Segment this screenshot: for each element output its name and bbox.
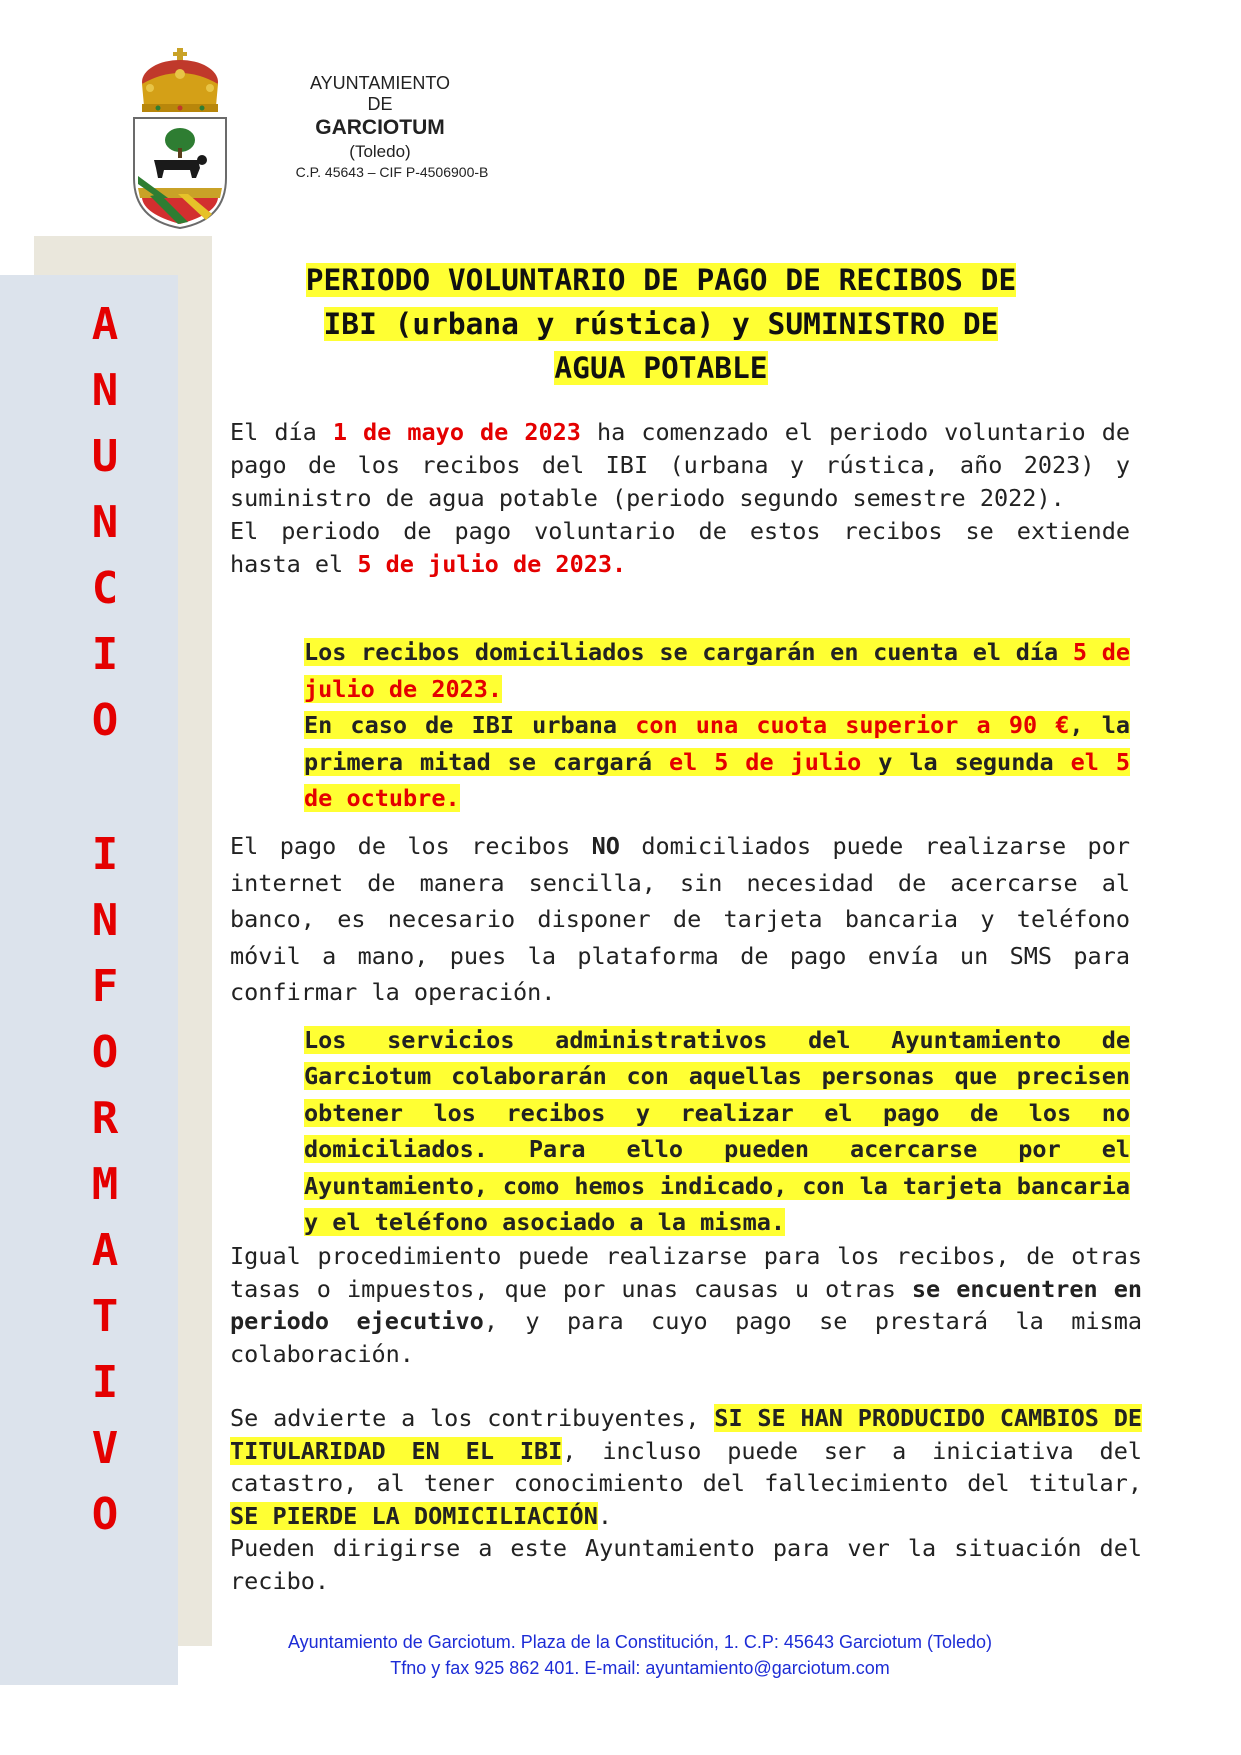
para1-text-a: El día xyxy=(230,418,333,446)
charge-date: 5 de julio de 2023. xyxy=(304,638,1130,703)
para5-text-d: Pueden dirigirse a este Ayuntamiento para ver la situación del recibo. xyxy=(230,1534,1142,1595)
para4-text-a: Igual procedimiento puede realizarse para los recibos, de otras tasas o impuestos, que por unas causas u otras xyxy=(230,1242,1142,1303)
domiciliados-text-c: , la primera mitad se cargará xyxy=(304,711,1131,776)
paragraph-ejecutivo xyxy=(230,1240,1142,1370)
header-town-name: GARCIOTUM xyxy=(315,116,445,139)
servicios-notice xyxy=(304,1022,1130,1240)
vertical-letter: O xyxy=(91,695,119,746)
header-line-de: DE xyxy=(367,94,393,114)
vertical-letter: M xyxy=(91,1159,119,1210)
quota-condition: con una cuota superior a 90 € xyxy=(635,711,1070,739)
domiciliados-text-d: y la segunda xyxy=(861,747,1071,776)
vertical-letter: O xyxy=(91,1489,119,1540)
header-province: (Toledo) xyxy=(349,142,411,161)
para5-text-a: Se advierte a los contribuyentes, xyxy=(230,1404,715,1432)
para3-text-a: El pago de los recibos xyxy=(230,832,592,860)
para1-text-b: ha comenzado el periodo voluntario de pago de los recibos del IBI (urbana y rústica, año 2023) y suministro de agua potable (periodo segundo semestre 2022). xyxy=(230,418,1130,512)
para3-text-b: domiciliados puede realizarse por internet de manera sencilla, sin necesidad de acercarse al banco, es necesario disponer de tarjeta bancaria y teléfono móvil a mano, pues la plataforma de pago envía un SMS para confirmar la operación. xyxy=(230,832,1130,1006)
vertical-word-informativo xyxy=(72,822,138,1548)
domiciliados-notice xyxy=(304,634,1130,817)
vertical-letter: A xyxy=(91,299,119,350)
first-half-date: el 5 de julio xyxy=(668,747,862,776)
para5-text-c: . xyxy=(597,1501,613,1530)
start-date: 1 de mayo de 2023 xyxy=(332,418,581,446)
para4-text-b: , y para cuyo pago se prestará la misma colaboración. xyxy=(230,1307,1142,1368)
vertical-letter: I xyxy=(91,829,119,880)
paragraph-start-date xyxy=(230,416,1130,581)
paragraph-online-payment xyxy=(230,828,1130,1011)
vertical-letter: N xyxy=(91,895,119,946)
vertical-letter: T xyxy=(91,1291,119,1342)
domiciliados-text-b: En caso de IBI urbana xyxy=(304,711,636,739)
vertical-letter: I xyxy=(91,1357,119,1408)
title-line-2: IBI (urbana y rústica) y SUMINISTRO DE xyxy=(323,307,999,341)
vertical-letter: U xyxy=(91,431,119,482)
header-postal-cif: C.P. 45643 – CIF P-4506900-B xyxy=(295,164,489,180)
footer-address: Ayuntamiento de Garciotum. Plaza de la Constitución, 1. C.P: 45643 Garciotum (Toledo) xyxy=(287,1632,993,1652)
vertical-letter: R xyxy=(91,1093,119,1144)
vertical-letter: F xyxy=(91,961,119,1012)
para5-text-b: , incluso puede ser a iniciativa del catastro, al tener conocimiento del fallecimiento del titular, xyxy=(230,1436,1142,1497)
para2-text: El periodo de pago voluntario de estos recibos se extiende hasta el xyxy=(230,517,1130,578)
vertical-letter: V xyxy=(91,1423,119,1474)
vertical-letter: O xyxy=(91,1027,119,1078)
servicios-text: Los servicios administrativos del Ayuntamiento de Garciotum colaborarán con aquellas personas que precisen obtener los recibos y realizar el pago de los no domiciliados. Para ello pueden acercarse por el Ayuntamiento, como hemos indicado, con la tarjeta bancaria y el teléfono asociado a la misma. xyxy=(304,1026,1130,1237)
warning-titularidad: SI SE HAN PRODUCIDO CAMBIOS DE TITULARIDAD EN EL IBI xyxy=(230,1404,1142,1465)
page-title xyxy=(230,258,1092,390)
title-line-3: AGUA POTABLE xyxy=(554,351,768,385)
vertical-letter: I xyxy=(91,629,119,680)
vertical-letter: N xyxy=(91,365,119,416)
vertical-letter: C xyxy=(91,563,119,614)
para4-bold: se encuentren en periodo ejecutivo xyxy=(230,1274,1143,1335)
domiciliados-text-a: Los recibos domiciliados se cargarán en cuenta el día xyxy=(304,638,1073,666)
municipality-header xyxy=(240,72,520,182)
end-date: 5 de julio de 2023. xyxy=(357,550,627,578)
vertical-word-anuncio xyxy=(72,292,138,754)
warning-domiciliacion: SE PIERDE LA DOMICILIACIÓN xyxy=(230,1501,598,1530)
second-half-date: el 5 de octubre. xyxy=(304,747,1131,812)
para3-no: NO xyxy=(591,832,620,860)
title-line-1: PERIODO VOLUNTARIO DE PAGO DE RECIBOS DE xyxy=(305,263,1017,297)
municipal-coat-of-arms xyxy=(128,48,232,230)
header-line-ayuntamiento: AYUNTAMIENTO xyxy=(309,73,450,93)
vertical-letter: N xyxy=(91,497,119,548)
footer-contact: Tfno y fax 925 862 401. E-mail: ayuntamiento@garciotum.com xyxy=(390,1658,890,1678)
vertical-letter: A xyxy=(91,1225,119,1276)
paragraph-warning xyxy=(230,1402,1142,1597)
